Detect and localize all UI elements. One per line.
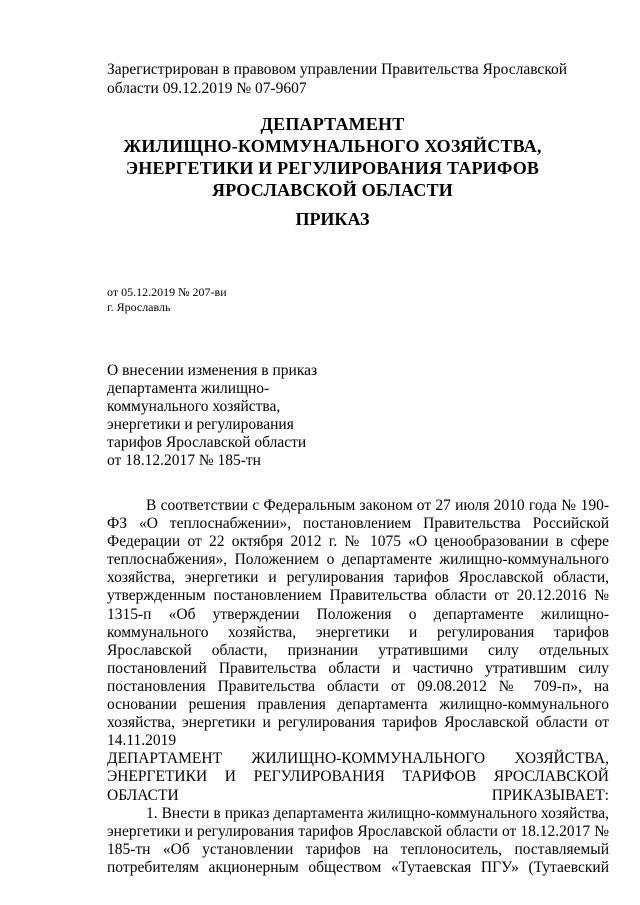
- document-type-heading: ПРИКАЗ: [295, 209, 370, 229]
- order-subject-line: коммунального хозяйства,: [107, 398, 281, 415]
- order-subject-line: от 18.12.2017 № 185-тн: [107, 452, 261, 469]
- order-subject-line: энергетики и регулирования: [107, 416, 294, 433]
- order-date-number: от 05.12.2019 № 207-ви: [107, 285, 227, 299]
- department-title-line: ДЕПАРТАМЕНТ: [260, 114, 405, 134]
- department-title-line: ЯРОСЛАВСКОЙ ОБЛАСТИ: [212, 180, 453, 200]
- orders-paragraph: ДЕПАРТАМЕНТ ЖИЛИЩНО-КОММУНАЛЬНОГО ХОЗЯЙСТВА, ЭНЕРГЕТИКИ И РЕГУЛИРОВАНИЯ ТАРИФОВ ЯРОСЛАВСКОЙ ОБЛАСТИ ПРИКАЗЫВАЕТ:: [107, 750, 609, 804]
- item-1-paragraph: 1. Внести в приказ департамента жилищно-коммунального хозяйства, энергетики и регулирования тарифов Ярославской области от 18.12.2017 № 185-тн «Об установлении тарифов на теплоноситель, поставляемый потребителям акционерным обществом «Тутаевская ПГУ» (Тутаевский: [107, 804, 609, 876]
- order-place: г. Ярославль: [107, 300, 171, 314]
- order-body: [107, 497, 609, 877]
- preamble-paragraph: В соответствии с Федеральным законом от 27 июля 2010 года № 190-ФЗ «О теплоснабжении», постановлением Правительства Российской Федерации от 22 октября 2012 г. № 1075 «О ценообразовании в сфере теплоснабжения», Положением о департаменте жилищно-коммунального хозяйства, энергетики и регулирования тарифов Ярославской области, утвержденным постановлением Правительства области от 20.12.2016 № 1315-п «Об утверждении Положения о департаменте жилищно-коммунального хозяйства, энергетики и регулирования тарифов Ярославской области, признании утратившими силу отдельных постановлений Правительства области и частично утратившим силу постановления Правительства области от 09.08.2012 № 709-п», на основании решения правления департамента жилищно-коммунального хозяйства, энергетики и регулирования тарифов Ярославской области от 14.11.2019: [107, 497, 609, 750]
- order-subject-line: О внесении изменения в приказ: [107, 362, 318, 379]
- order-subject: [107, 362, 337, 470]
- department-title-line: ЖИЛИЩНО-КОММУНАЛЬНОГО ХОЗЯЙСТВА,: [123, 136, 542, 156]
- order-meta: [107, 285, 227, 315]
- department-title: [60, 113, 605, 201]
- order-subject-line: тарифов Ярославской области: [107, 434, 307, 451]
- registration-note: Зарегистрирован в правовом управлении Правительства Ярославской области 09.12.2019 № 07-9607: [107, 61, 568, 97]
- department-title-line: ЭНЕРГЕТИКИ И РЕГУЛИРОВАНИЯ ТАРИФОВ: [125, 158, 540, 178]
- order-subject-line: департамента жилищно-: [107, 380, 270, 397]
